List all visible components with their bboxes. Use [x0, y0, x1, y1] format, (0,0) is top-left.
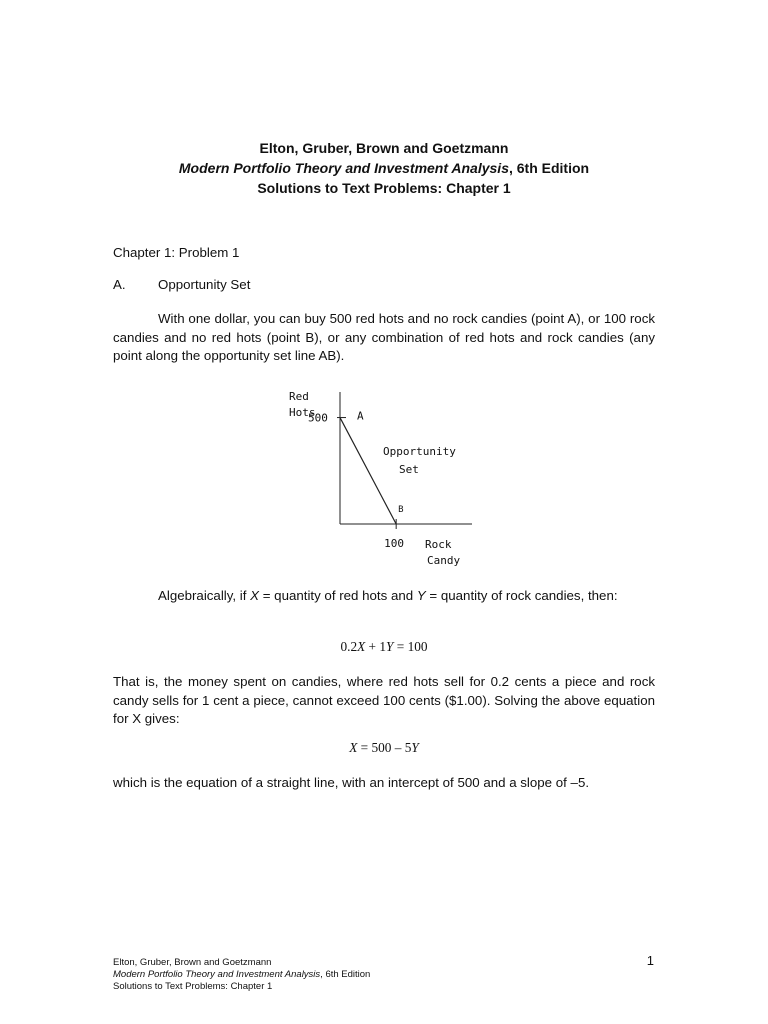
paragraph-opportunity-set: With one dollar, you can buy 500 red hots and no rock candies (point A), or 100 rock candies and no red hots (point B), or any combination of red hots and rock candies (any point along the opportunity set line AB). — [113, 311, 655, 363]
y-tick-label: 500 — [308, 411, 328, 425]
footer-book-line — [113, 969, 673, 981]
eq1-var-y: Y — [386, 639, 394, 654]
eq1-rhs: = 100 — [393, 639, 428, 654]
section-title: Opportunity Set — [158, 277, 251, 292]
eq2-rhs: = 500 – 5 — [357, 740, 412, 755]
y-axis-label-line1: Red — [289, 390, 309, 403]
x-axis-label-line1: Rock — [425, 538, 452, 551]
header-edition: , 6th Edition — [508, 160, 590, 176]
para2-var-x: X — [250, 588, 260, 603]
para2-part-a: Algebraically, if — [158, 588, 251, 603]
line-label-line2: Set — [399, 463, 419, 476]
opportunity-set-line — [340, 418, 396, 524]
y-axis-label-line2: Hots — [289, 406, 316, 419]
header-book-line — [0, 158, 768, 178]
equation-budget — [0, 639, 768, 655]
header-book-title: Modern Portfolio Theory and Investment Analysis — [178, 160, 509, 176]
equation-solved — [0, 740, 768, 756]
section-letter: A. — [113, 277, 126, 292]
eq1-mid: + 1 — [365, 639, 387, 654]
x-axis-label-line2: Candy — [427, 554, 461, 567]
para2-var-y: Y — [416, 588, 426, 603]
point-b-label: B — [398, 505, 404, 515]
footer-edition: , 6th Edition — [320, 969, 371, 980]
footer-book-title: Modern Portfolio Theory and Investment Analysis — [113, 969, 321, 980]
footer-subtitle: Solutions to Text Problems: Chapter 1 — [113, 981, 273, 992]
header-authors: Elton, Gruber, Brown and Goetzmann — [259, 140, 509, 156]
eq1-coef: 0.2 — [340, 639, 358, 654]
problem-heading: Chapter 1: Problem 1 — [113, 245, 240, 260]
eq2-var-y: Y — [411, 740, 419, 755]
point-a-label: A — [357, 409, 364, 423]
header-subtitle: Solutions to Text Problems: Chapter 1 — [257, 180, 511, 196]
paragraph-algebraic — [113, 587, 655, 606]
para2-part-c: = quantity of rock candies, then: — [425, 588, 618, 603]
paragraph-money-spent: That is, the money spent on candies, where red hots sell for 0.2 cents a piece and rock candy sells for 1 cent a piece, cannot exceed 100 cents ($1.00). Solving the above equation for X gives: — [113, 674, 655, 726]
eq1-var-x: X — [357, 639, 366, 654]
page-number: 1 — [646, 953, 654, 968]
para2-part-b: = quantity of red hots and — [259, 588, 417, 603]
document-header — [0, 138, 768, 198]
x-tick-label: 100 — [384, 537, 405, 550]
page-footer — [113, 957, 673, 993]
eq2-var-x: X — [349, 740, 358, 755]
paragraph-straight-line: which is the equation of a straight line, with an intercept of 500 and a slope of –5. — [113, 775, 590, 790]
opportunity-set-graph — [280, 385, 480, 575]
footer-authors: Elton, Gruber, Brown and Goetzmann — [113, 957, 272, 968]
line-label-line1: Opportunity — [383, 445, 456, 458]
